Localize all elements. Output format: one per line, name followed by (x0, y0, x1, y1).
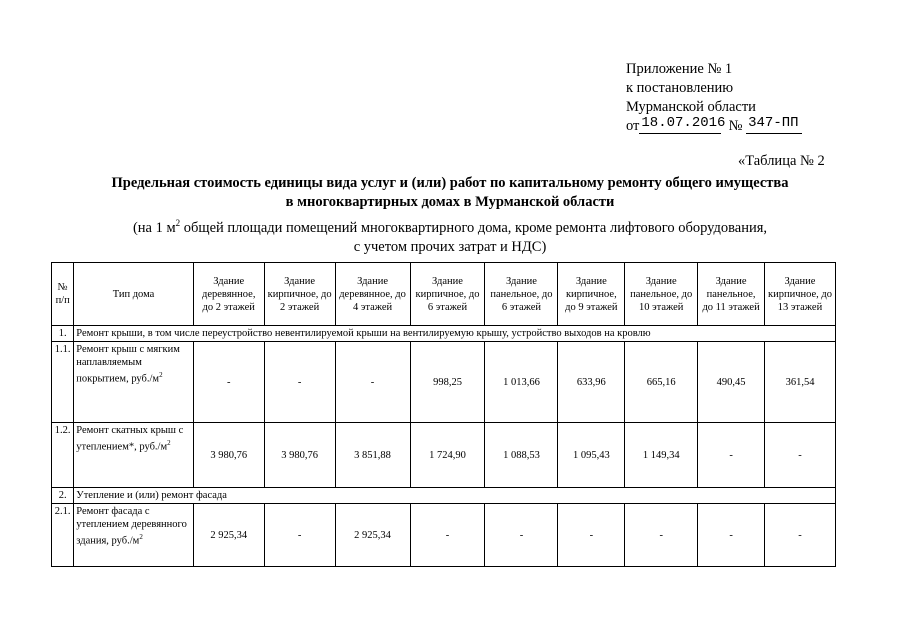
header-cell: Здание кирпичное, до 2 этажей (264, 263, 335, 326)
header-cell: Тип дома (74, 263, 194, 326)
value-cell: 998,25 (410, 342, 485, 423)
appendix-line3: Мурманской области (626, 99, 756, 115)
section-title: Утепление и (или) ремонт фасада (74, 488, 836, 504)
header-cell: Здание панельное, до 6 этажей (485, 263, 558, 326)
value-cell: 2 925,34 (193, 504, 264, 567)
section-index: 1. (52, 326, 74, 342)
cost-table (51, 262, 836, 567)
value-cell: - (698, 504, 765, 567)
appendix-date-line (626, 117, 802, 138)
value-cell: - (558, 504, 625, 567)
header-cell: Здание деревянное, до 4 этажей (335, 263, 410, 326)
subheading-line1: (на 1 $м^2$ общей площади помещений многоквартирного дома, кроме ремонта лифтового оборудования, (132, 218, 768, 236)
row-type: Ремонт крыш с мягким наплавляемым покрытием, $руб./м^2$ (74, 342, 194, 423)
value-cell: - (410, 504, 485, 567)
table-row (52, 342, 836, 423)
section-row (52, 488, 836, 504)
number-prefix: № (728, 118, 743, 134)
value-cell: - (335, 342, 410, 423)
table-label: «Таблица № 2 (738, 153, 825, 169)
value-cell: 361,54 (765, 342, 836, 423)
value-cell: 665,16 (625, 342, 698, 423)
value-cell: - (264, 342, 335, 423)
header-cell: Здание кирпичное, до 13 этажей (765, 263, 836, 326)
appendix-block (626, 60, 802, 138)
value-cell: 633,96 (558, 342, 625, 423)
header-cell: № п/п (52, 263, 74, 326)
value-cell: - (485, 504, 558, 567)
value-cell: 3 980,76 (193, 423, 264, 488)
value-cell: - (264, 504, 335, 567)
heading-line1: Предельная стоимость единицы вида услуг и (или) работ по капитальному ремонту общего имущества (111, 175, 789, 191)
section-index: 2. (52, 488, 74, 504)
table-row (52, 504, 836, 567)
value-cell: 1 095,43 (558, 423, 625, 488)
appendix-line2: к постановлению (626, 80, 734, 96)
value-cell: - (765, 423, 836, 488)
row-index: 1.1. (52, 342, 74, 423)
header-cell: Здание кирпичное, до 6 этажей (410, 263, 485, 326)
row-type: Ремонт скатных крыш с утеплением*, $руб./м^2$ (74, 423, 194, 488)
subheading-line2: с учетом прочих затрат и НДС) (353, 238, 547, 255)
section-title: Ремонт крыши, в том числе переустройство невентилируемой крыши на вентилируемую крышу, устройство выходов на кровлю (74, 326, 836, 342)
row-type: Ремонт фасада с утеплением деревянного здания, $руб./м^2$ (74, 504, 194, 567)
value-cell: 3 851,88 (335, 423, 410, 488)
row-index: 2.1. (52, 504, 74, 567)
heading-line2: в многоквартирных домах в Мурманской области (285, 194, 615, 210)
value-cell: 1 724,90 (410, 423, 485, 488)
value-cell: - (193, 342, 264, 423)
value-cell: - (698, 423, 765, 488)
table-header-row (52, 263, 836, 326)
value-cell: 1 149,34 (625, 423, 698, 488)
header-cell: Здание деревянное, до 2 этажей (193, 263, 264, 326)
document-subheading (60, 214, 840, 257)
decree-date: 18.07.2016 (639, 114, 721, 134)
row-index: 1.2. (52, 423, 74, 488)
header-cell: Здание панельное, до 10 этажей (625, 263, 698, 326)
value-cell: 1 013,66 (485, 342, 558, 423)
value-cell: 490,45 (698, 342, 765, 423)
value-cell: - (625, 504, 698, 567)
value-cell: 1 088,53 (485, 423, 558, 488)
table-row (52, 423, 836, 488)
header-cell: Здание панельное, до 11 этажей (698, 263, 765, 326)
value-cell: 2 925,34 (335, 504, 410, 567)
appendix-line1: Приложение № 1 (626, 61, 733, 77)
section-row (52, 326, 836, 342)
decree-number: 347-ПП (746, 114, 802, 134)
header-cell: Здание кирпичное, до 9 этажей (558, 263, 625, 326)
value-cell: 3 980,76 (264, 423, 335, 488)
document-heading (60, 174, 840, 212)
value-cell: - (765, 504, 836, 567)
date-prefix: от (626, 118, 640, 134)
